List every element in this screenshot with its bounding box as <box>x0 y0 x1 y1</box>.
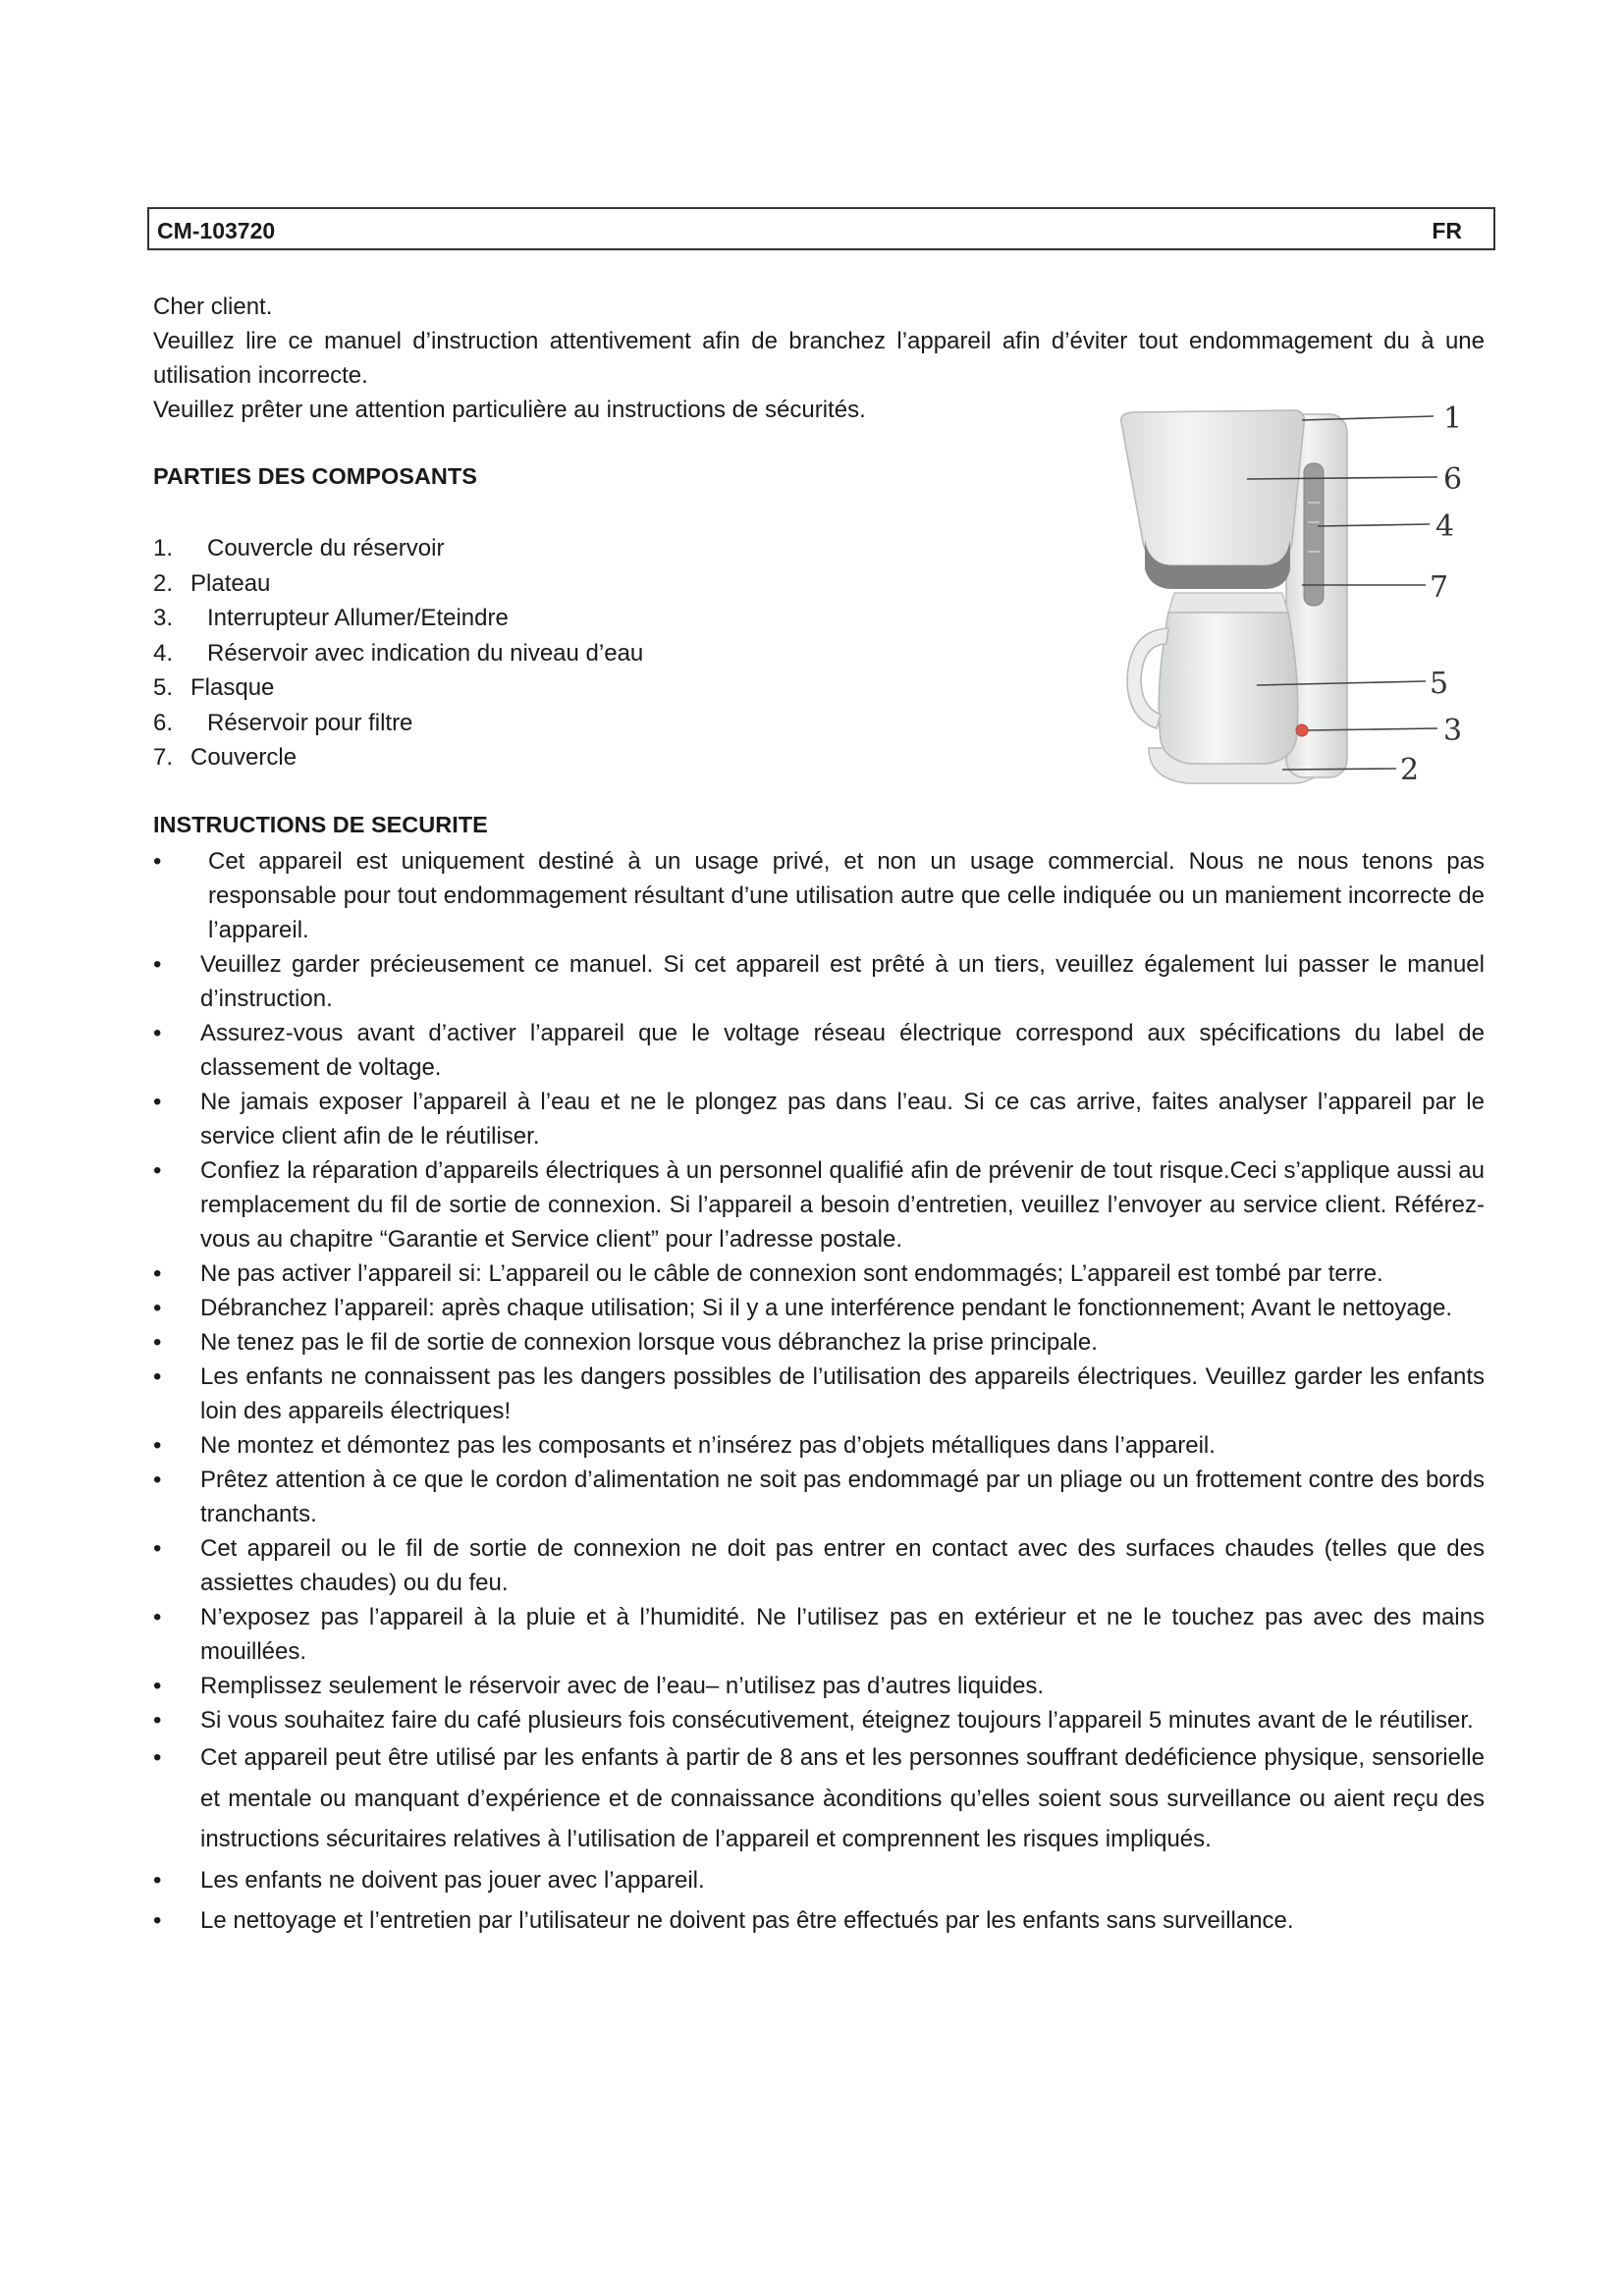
bullet-icon: • <box>153 1744 162 1771</box>
list-item <box>153 601 643 636</box>
item-label: Réservoir avec indication du niveau d’eau <box>207 639 644 667</box>
item-label: Plateau <box>190 569 271 597</box>
list-item <box>153 670 643 706</box>
item-number: 3. <box>153 605 174 631</box>
list-item: • Cet appareil peut être utilisé par les enfants à partir de 8 ans et les personnes souffrant dedéficience physique, sensorielle et mentale ou manquant d’expérience et de connaissance àconditions qu’elles soient sous surveillance ou aient reçu des instructions sécuritaires relatives à l’utilisation de l’appareil et comprennent les risques impliqués. <box>153 1737 1485 1860</box>
callout-3: 3 <box>1443 714 1463 748</box>
list-item: • Confiez la réparation d’appareils électriques à un personnel qualifié afin de prévenir de tout risque.Ceci s’applique aussi au remplacement du fil de sortie de connexion. Si l’appareil a besoin d’entretien, veuillez l’envoyer au service client. Référez-vous au chapitre “Garantie et Service client” pour l’adresse postale. <box>153 1153 1485 1256</box>
list-item: • Débranchez l’appareil: après chaque utilisation; Si il y a une interférence pendant le fonctionnement; Avant le nettoyage. <box>153 1291 1485 1325</box>
bullet-icon: • <box>153 1020 162 1046</box>
list-item: • N’exposez pas l’appareil à la pluie et à l’humidité. Ne l’utilisez pas en extérieur et ne le touchez pas avec des mains mouillées. <box>153 1600 1485 1669</box>
safety-list <box>153 844 1485 1942</box>
bullet-icon: • <box>153 1329 162 1356</box>
list-item: • Prêtez attention à ce que le cordon d’alimentation ne soit pas endommagé par un pliage ou un frottement contre des bords tranchants. <box>153 1463 1485 1531</box>
safety-heading: INSTRUCTIONS DE SECURITE <box>153 812 488 837</box>
list-item: • Cet appareil est uniquement destiné à un usage privé, et non un usage commercial. Nous ne nous tenons pas responsable pour tout endommagement résultant d’une utilisation autre que celle indiquée ou un maniement incorrecte de l’appareil. <box>153 844 1485 947</box>
list-item <box>153 531 643 566</box>
list-item: • Les enfants ne doivent pas jouer avec l’appareil. <box>153 1860 1485 1901</box>
list-item: • Remplissez seulement le réservoir avec de l’eau– n’utilisez pas d’autres liquides. <box>153 1669 1485 1703</box>
bullet-icon: • <box>153 848 162 875</box>
callout-1: 1 <box>1443 401 1463 436</box>
callout-4: 4 <box>1435 509 1455 544</box>
bullet-icon: • <box>153 1866 162 1894</box>
list-item <box>153 636 643 671</box>
parts-heading: PARTIES DES COMPOSANTS <box>153 463 477 489</box>
greeting: Cher client. <box>153 294 273 320</box>
list-item: • Ne pas activer l’appareil si: L’appareil ou le câble de connexion sont endommagés; L’appareil est tombé par terre. <box>153 1256 1485 1291</box>
callout-7: 7 <box>1430 570 1449 605</box>
list-item: • Ne montez et démontez pas les composants et n’insérez pas d’objets métalliques dans l’appareil. <box>153 1428 1485 1463</box>
list-item: • Les enfants ne connaissent pas les dangers possibles de l’utilisation des appareils électriques. Veuillez garder les enfants loin des appareils électriques! <box>153 1360 1485 1428</box>
model-code: CM-103720 <box>157 218 276 243</box>
bullet-icon: • <box>153 951 162 978</box>
item-label: Flasque <box>190 674 275 701</box>
list-item: • Si vous souhaitez faire du café plusieurs fois consécutivement, éteignez toujours l’appareil 5 minutes avant de le réutiliser. <box>153 1703 1485 1737</box>
filter-holder <box>1121 410 1305 565</box>
list-item <box>153 566 643 602</box>
list-item: • Veuillez garder précieusement ce manuel. Si cet appareil est prêté à un tiers, veuillez également lui passer le manuel d’instruction. <box>153 947 1485 1016</box>
bullet-icon: • <box>153 1907 162 1934</box>
pot-lid <box>1168 593 1288 613</box>
item-label: Couvercle du réservoir <box>207 535 445 561</box>
bullet-icon: • <box>153 1363 162 1390</box>
callout-2: 2 <box>1400 753 1420 787</box>
bullet-icon: • <box>153 1260 162 1287</box>
list-item <box>153 740 643 775</box>
item-number: 1. <box>153 535 174 561</box>
item-number: 7. <box>153 744 174 771</box>
list-item <box>153 706 643 741</box>
item-number: 2. <box>153 569 174 597</box>
language-code: FR <box>1432 218 1462 243</box>
item-number: 4. <box>153 639 174 667</box>
bullet-icon: • <box>153 1295 162 1321</box>
list-item: • Ne jamais exposer l’appareil à l’eau et ne le plongez pas dans l’eau. Si ce cas arrive, faites analyser l’appareil par le service client afin de le réutiliser. <box>153 1085 1485 1153</box>
bullet-icon: • <box>153 1467 162 1493</box>
bullet-icon: • <box>153 1157 162 1184</box>
bullet-icon: • <box>153 1604 162 1630</box>
item-label: Interrupteur Allumer/Eteindre <box>207 605 509 631</box>
callout-5: 5 <box>1430 667 1449 701</box>
bullet-icon: • <box>153 1535 162 1562</box>
list-item: • Cet appareil ou le fil de sortie de connexion ne doit pas entrer en contact avec des surfaces chaudes (telles que des assiettes chaudes) ou du feu. <box>153 1531 1485 1600</box>
list-item: • Assurez-vous avant d’activer l’appareil que le voltage réseau électrique correspond aux spécifications du label de classement de voltage. <box>153 1016 1485 1085</box>
header-box <box>147 207 1495 250</box>
callout-6: 6 <box>1443 462 1463 497</box>
bullet-icon: • <box>153 1089 162 1115</box>
item-number: 5. <box>153 674 174 701</box>
thermos-flask <box>1159 613 1298 764</box>
bullet-icon: • <box>153 1673 162 1699</box>
intro-attention: Veuillez prêter une attention particulière au instructions de sécurités. <box>153 397 866 423</box>
coffee-maker-diagram <box>1110 395 1502 807</box>
item-number: 6. <box>153 709 174 736</box>
power-switch <box>1296 724 1308 736</box>
parts-list <box>153 531 643 775</box>
bullet-icon: • <box>153 1432 162 1459</box>
item-label: Couvercle <box>190 744 298 771</box>
item-label: Réservoir pour filtre <box>207 709 413 736</box>
list-item: • Ne tenez pas le fil de sortie de connexion lorsque vous débranchez la prise principale. <box>153 1325 1485 1360</box>
intro-paragraph: Veuillez lire ce manuel d’instruction attentivement afin de branchez l’appareil afin d’éviter tout endommagement du à une utilisation incorrecte. <box>153 328 1485 389</box>
bullet-icon: • <box>153 1707 162 1734</box>
list-item: • Le nettoyage et l’entretien par l’utilisateur ne doivent pas être effectués par les enfants sans surveillance. <box>153 1900 1485 1942</box>
